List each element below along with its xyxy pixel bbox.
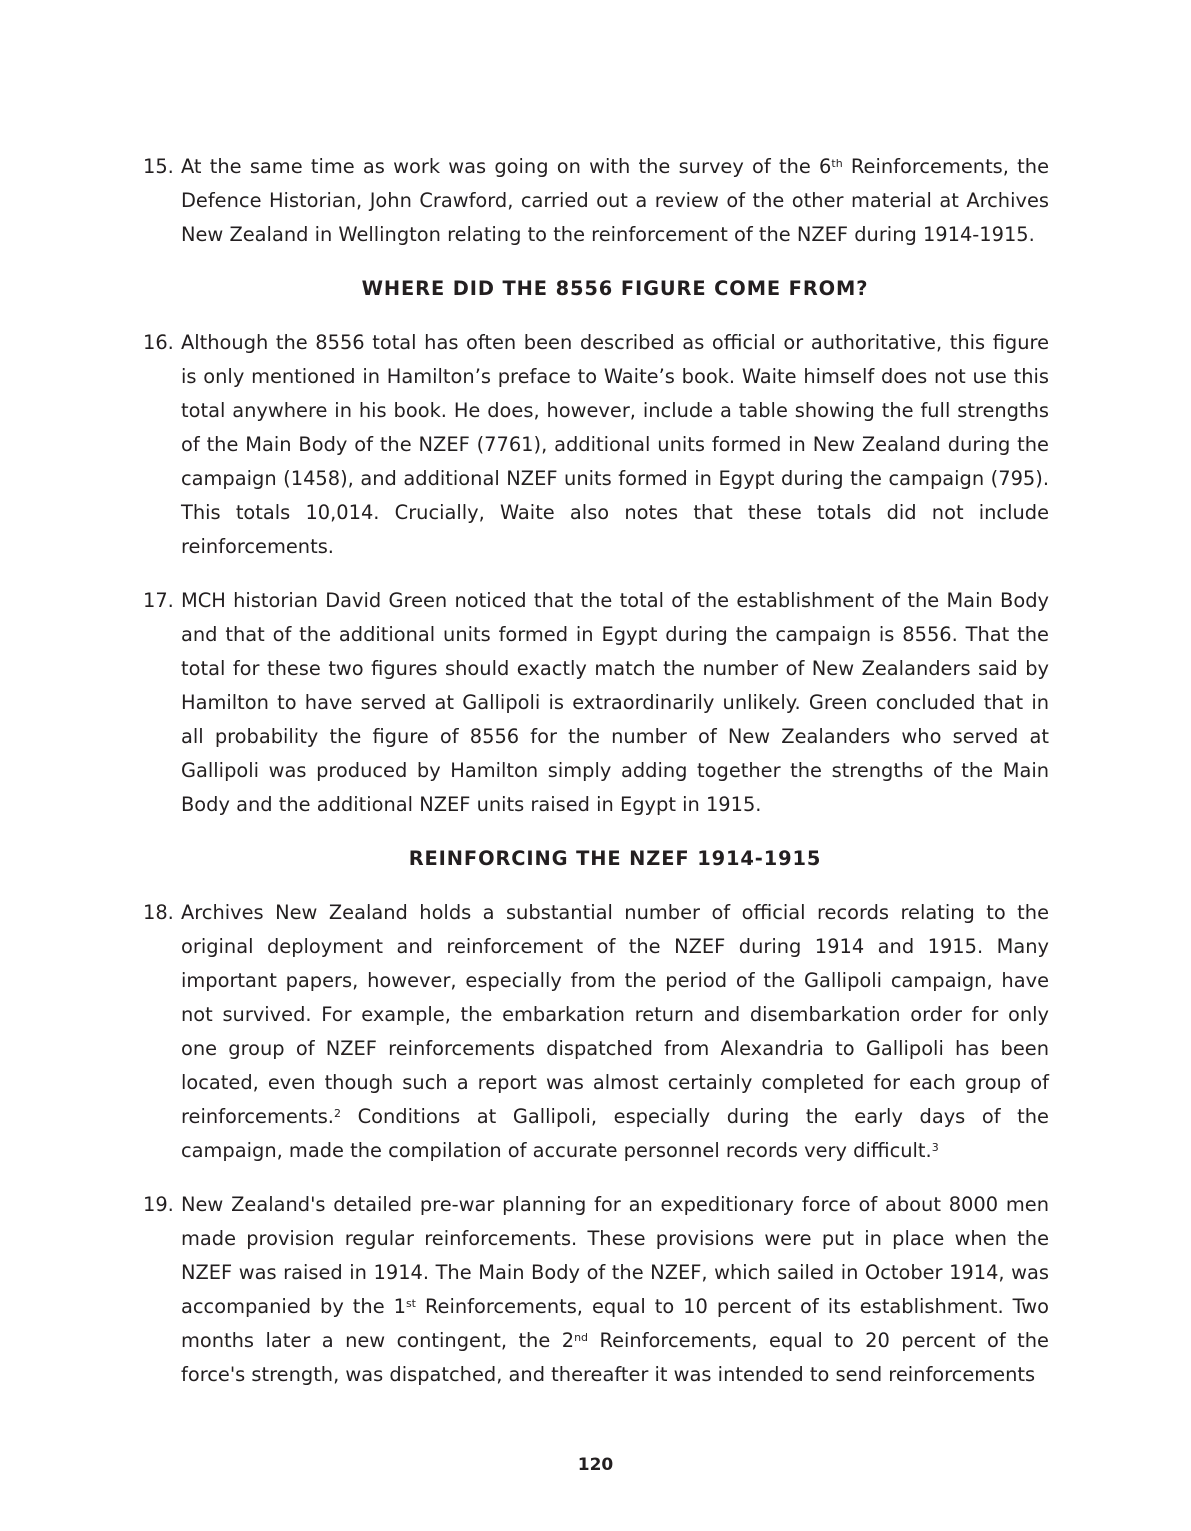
paragraph-text: Reinforcements, equal to 10 percent of its establishment. Two months later a new contingent, the 2 bbox=[181, 1295, 1049, 1352]
footnote-ref-3: 3 bbox=[931, 1140, 939, 1154]
paragraph-number: 19. bbox=[143, 1193, 174, 1216]
paragraph-text: Although the 8556 total has often been described as official or authoritative, this figure is only mentioned in Hamilton’s preface to Waite’s book. Waite himself does not use this total anywhere in his book. He does, however, include a table showing the full strengths of the Main Body of the NZEF (7761), additional units formed in New Zealand during the campaign (1458), and additional NZEF units formed in Egypt during the campaign (795). This totals 10,014. Crucially, Waite also notes that these totals did not include reinforcements. bbox=[181, 331, 1049, 558]
paragraph-text: MCH historian David Green noticed that the total of the establishment of the Main Body and that of the additional units formed in Egypt during the campaign is 8556. That the total for these two figures should exactly match the number of New Zealanders said by Hamilton to have served at Gallipoli is extraordinarily unlikely. Green concluded that in all probability the figure of 8556 for the number of New Zealanders who served at Gallipoli was produced by Hamilton simply adding together the strengths of the Main Body and the additional NZEF units raised in Egypt in 1915. bbox=[181, 589, 1049, 816]
superscript: th bbox=[831, 156, 843, 170]
paragraph-number: 16. bbox=[143, 331, 174, 354]
section-heading-8556-figure: WHERE DID THE 8556 FIGURE COME FROM? bbox=[361, 277, 869, 300]
paragraph-text: New Zealand's detailed pre-war planning for an expeditionary force of about 8000 men made provision regular reinforcements. These provisions were put in place when the NZEF was raised in 1914. The Main Body of the NZEF, which sailed in October 1914, was accompanied by the 1 bbox=[181, 1193, 1049, 1318]
paragraph-16 bbox=[143, 326, 1049, 564]
paragraph-text: Reinforcements, the Defence Historian, John Crawford, carried out a review of the other material at Archives New Zealand in Wellington relating to the reinforcement of the NZEF during 1914-1915. bbox=[181, 155, 1049, 246]
paragraph-number: 17. bbox=[143, 589, 174, 612]
paragraph-text: Reinforcements, equal to 20 percent of the force's strength, was dispatched, and thereafter it was intended to send reinforcements bbox=[181, 1329, 1049, 1386]
section-heading-reinforcing: REINFORCING THE NZEF 1914-1915 bbox=[408, 847, 822, 870]
paragraph-15 bbox=[143, 150, 1049, 252]
paragraph-number: 18. bbox=[143, 901, 174, 924]
page-body bbox=[143, 150, 1049, 1412]
superscript: nd bbox=[574, 1330, 589, 1344]
paragraph-19 bbox=[143, 1188, 1049, 1392]
superscript: st bbox=[405, 1296, 416, 1310]
paragraph-number: 15. bbox=[143, 155, 174, 178]
footnote-ref-2: 2 bbox=[333, 1106, 341, 1120]
paragraph-text: At the same time as work was going on with the survey of the 6 bbox=[181, 155, 832, 178]
page-number: 120 bbox=[577, 1455, 614, 1475]
paragraph-text: Archives New Zealand holds a substantial number of official records relating to the original deployment and reinforcement of the NZEF during 1914 and 1915. Many important papers, however, especially from the period of the Gallipoli campaign, have not survived. For example, the embarkation return and disembarkation order for only one group of NZEF reinforcements dispatched from Alexandria to Gallipoli has been located, even though such a report was almost certainly completed for each group of reinforcements. bbox=[181, 901, 1049, 1128]
paragraph-18 bbox=[143, 896, 1049, 1168]
paragraph-text: Conditions at Gallipoli, especially during the early days of the campaign, made the compilation of accurate personnel records very difficult. bbox=[181, 1105, 1049, 1162]
paragraph-17 bbox=[143, 584, 1049, 822]
